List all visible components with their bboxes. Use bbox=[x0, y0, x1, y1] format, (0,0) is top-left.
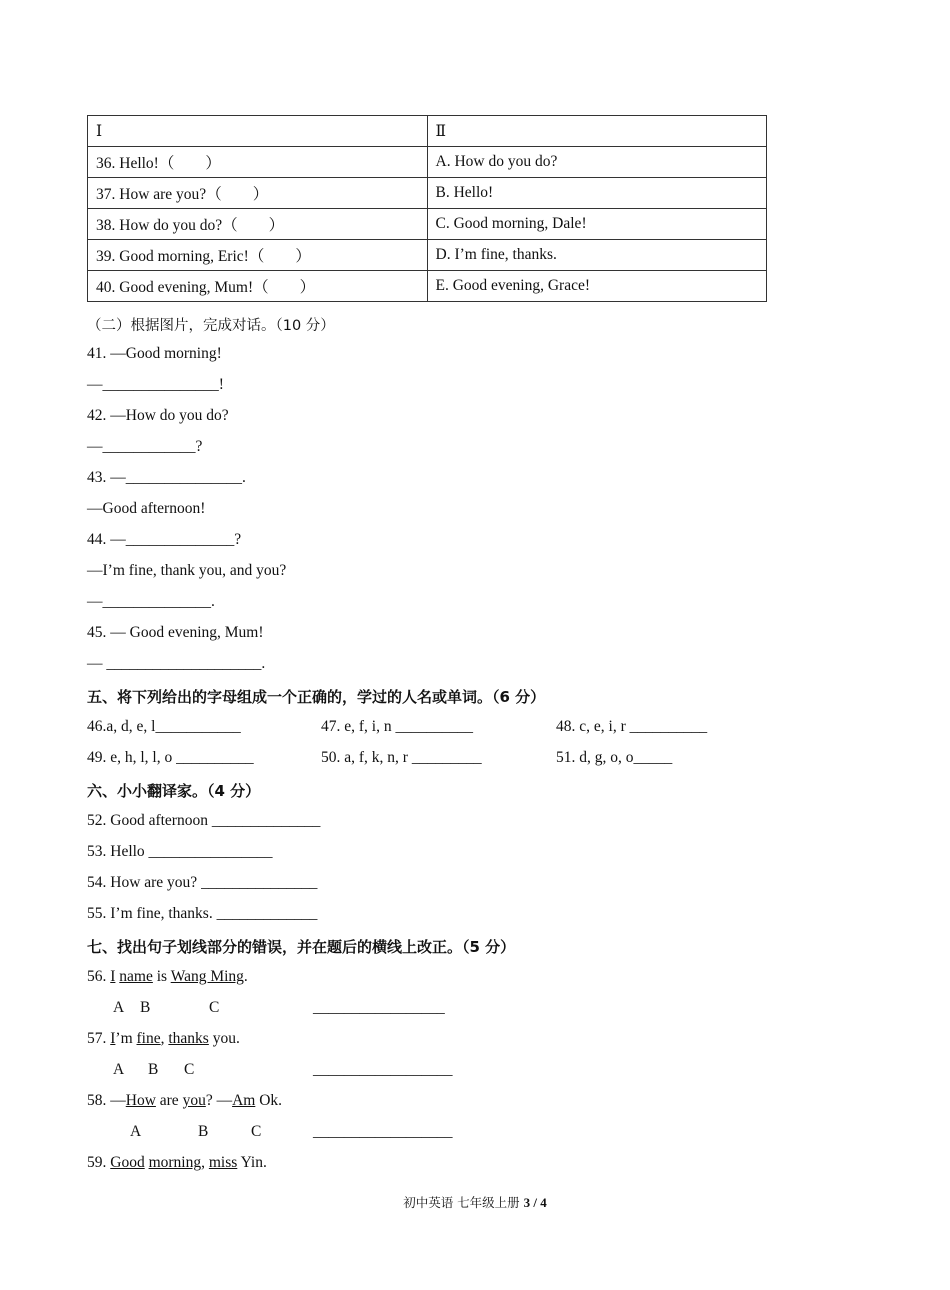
correction-question-58: 58. —How are you? —Am Ok. bbox=[87, 1092, 283, 1109]
section7-title: 七、找出句子划线部分的错误，并在题后的横线上改正。（5 分） bbox=[87, 938, 516, 956]
dialogue-line: 41. —Good morning! bbox=[87, 345, 222, 362]
correction-question-56: 56. I name is Wang Ming. bbox=[87, 968, 248, 985]
page-number: 3 / 4 bbox=[523, 1195, 547, 1210]
letter-item: 48. c, e, i, r __________ bbox=[556, 718, 708, 735]
question-cell: 36. Hello!（ ） bbox=[88, 147, 428, 178]
question-cell: 40. Good evening, Mum!（ ） bbox=[88, 271, 428, 302]
column-header-1: Ⅰ bbox=[88, 116, 428, 147]
answer-blank: __________________ bbox=[313, 1061, 453, 1078]
correction-question-59: 59. Good morning, miss Yin. bbox=[87, 1154, 267, 1171]
part2-title: （二）根据图片，完成对话。（10 分） bbox=[87, 318, 335, 334]
dialogue-line: —I’m fine, thank you, and you? bbox=[87, 562, 287, 579]
table-row bbox=[88, 271, 767, 302]
question-cell: 38. How do you do?（ ） bbox=[88, 209, 428, 240]
dialogue-line: 42. —How do you do? bbox=[87, 407, 229, 424]
letter-item: 46.a, d, e, l___________ bbox=[87, 718, 241, 735]
table-row bbox=[88, 240, 767, 271]
dialogue-line: —_______________! bbox=[87, 376, 224, 393]
page-footer bbox=[0, 1193, 950, 1211]
dialogue-line: 45. — Good evening, Mum! bbox=[87, 624, 264, 641]
answer-blank: _________________ bbox=[313, 999, 445, 1016]
option-label-c: C bbox=[184, 1061, 195, 1078]
footer-text: 初中英语 七年级上册 bbox=[403, 1195, 524, 1210]
option-label-a: A bbox=[113, 1061, 125, 1078]
letter-item: 50. a, f, k, n, r _________ bbox=[321, 749, 482, 766]
letter-item: 51. d, g, o, o_____ bbox=[556, 749, 673, 766]
option-label-b: B bbox=[140, 999, 151, 1016]
correction-question-57: 57. I’m fine, thanks you. bbox=[87, 1030, 240, 1047]
letter-item: 47. e, f, i, n __________ bbox=[321, 718, 473, 735]
option-label-a: A bbox=[113, 999, 125, 1016]
table-row bbox=[88, 147, 767, 178]
answer-cell: A. How do you do? bbox=[427, 147, 767, 178]
dialogue-line: —____________? bbox=[87, 438, 203, 455]
translation-item: 52. Good afternoon ______________ bbox=[87, 812, 321, 829]
letter-item: 49. e, h, l, l, o __________ bbox=[87, 749, 254, 766]
question-cell: 39. Good morning, Eric!（ ） bbox=[88, 240, 428, 271]
table-header-row bbox=[88, 116, 767, 147]
column-header-2: Ⅱ bbox=[427, 116, 767, 147]
translation-item: 54. How are you? _______________ bbox=[87, 874, 318, 891]
answer-cell: C. Good morning, Dale! bbox=[427, 209, 767, 240]
dialogue-line: —Good afternoon! bbox=[87, 500, 206, 517]
table-row bbox=[88, 209, 767, 240]
table-row bbox=[88, 178, 767, 209]
option-label-b: B bbox=[148, 1061, 159, 1078]
section6-title: 六、小小翻译家。（4 分） bbox=[87, 782, 261, 800]
translation-item: 55. I’m fine, thanks. _____________ bbox=[87, 905, 318, 922]
section5-title: 五、将下列给出的字母组成一个正确的，学过的人名或单词。（6 分） bbox=[87, 688, 546, 706]
dialogue-line: 43. —_______________. bbox=[87, 469, 246, 486]
question-cell: 37. How are you?（ ） bbox=[88, 178, 428, 209]
option-label-b: B bbox=[198, 1123, 209, 1140]
dialogue-line: — ____________________. bbox=[87, 655, 266, 672]
option-label-c: C bbox=[209, 999, 220, 1016]
answer-cell: E. Good evening, Grace! bbox=[427, 271, 767, 302]
answer-cell: D. I’m fine, thanks. bbox=[427, 240, 767, 271]
dialogue-line: —______________. bbox=[87, 593, 215, 610]
dialogue-line: 44. —______________? bbox=[87, 531, 242, 548]
translation-item: 53. Hello ________________ bbox=[87, 843, 273, 860]
answer-cell: B. Hello! bbox=[427, 178, 767, 209]
matching-table bbox=[87, 115, 767, 302]
option-label-a: A bbox=[130, 1123, 142, 1140]
option-label-c: C bbox=[251, 1123, 262, 1140]
answer-blank: __________________ bbox=[313, 1123, 453, 1140]
